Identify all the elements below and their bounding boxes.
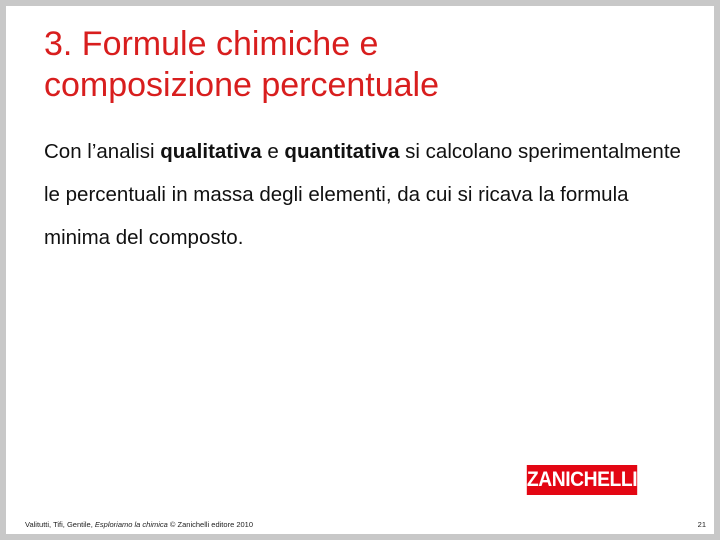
footer-copyright: © Zanichelli editore 2010 [167, 520, 254, 529]
body-bold-qualitativa: qualitativa [160, 140, 262, 163]
footer-credit [25, 520, 253, 529]
page-number: 21 [697, 520, 706, 529]
title-line-2: composizione percentuale [44, 66, 440, 104]
body-part-2: e [261, 140, 285, 163]
footer-book-title: Esploriamo la chimica [94, 520, 168, 529]
slide-body [44, 130, 684, 259]
slide [6, 6, 714, 534]
body-part-3: si calcolano sperimentalmente le percentuali in massa degli elementi, da cui si ricava la formula minima del composto. [44, 140, 681, 249]
title-line-1: 3. Formule chimiche e [44, 25, 379, 63]
footer-authors: Valitutti, Tifi, Gentile, [25, 520, 95, 529]
body-part-1: Con l’analisi [44, 140, 161, 163]
body-bold-quantitativa: quantitativa [284, 140, 400, 163]
zanichelli-logo: ZANICHELLI [527, 465, 637, 495]
slide-title [44, 24, 684, 106]
